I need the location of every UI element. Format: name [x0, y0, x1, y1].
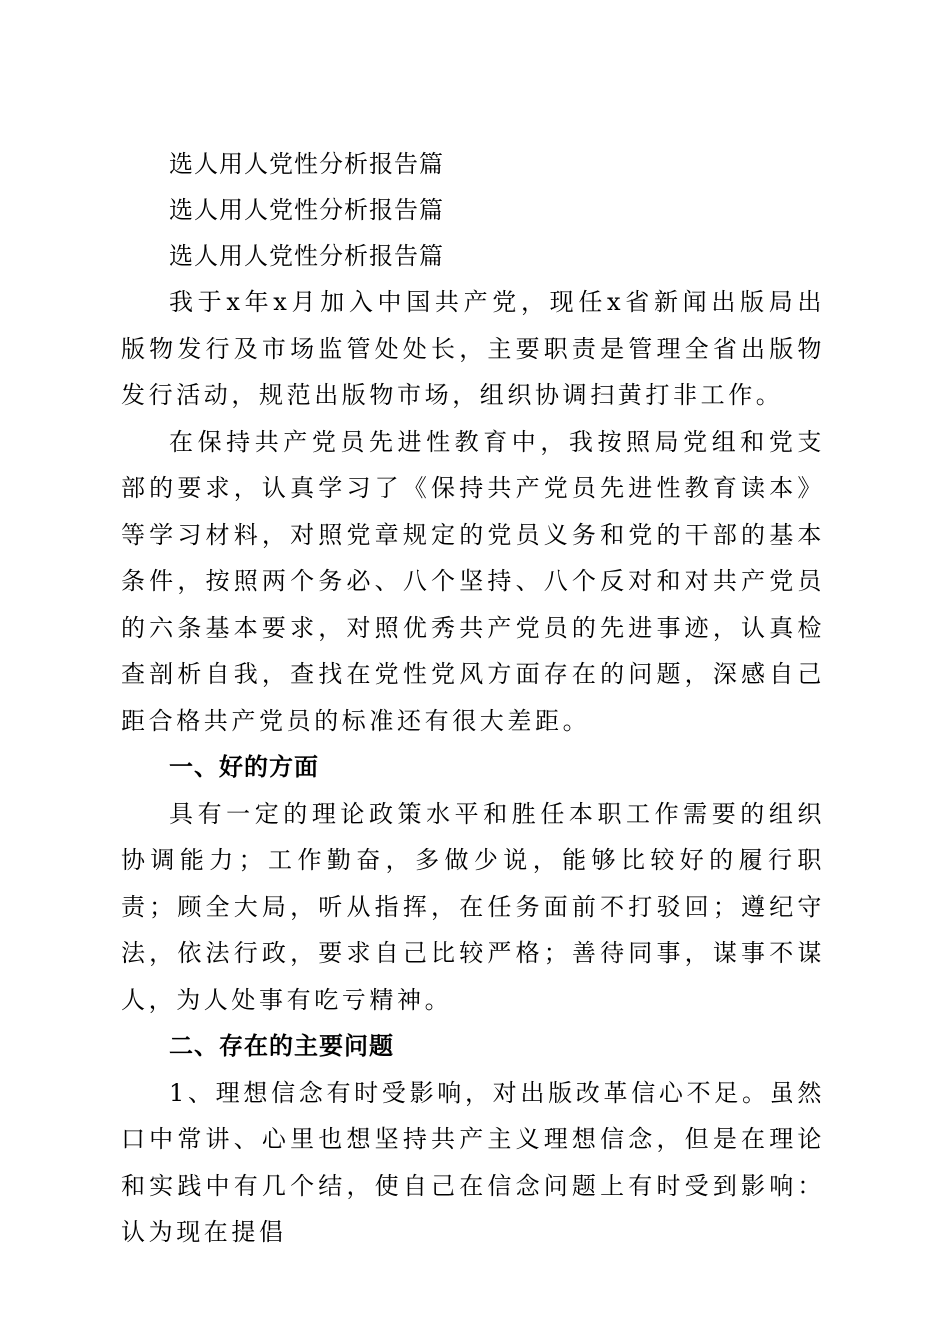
intro-paragraph-2: 在保持共产党员先进性教育中，我按照局党组和党支部的要求，认真学习了《保持共产党员先进性教育读本》等学习材料，对照党章规定的党员义务和党的干部的基本条件，按照两个务必、八个坚持、八个反对和对共产党员的六条基本要求，对照优秀共产党员的先进事迹，认真检查剖析自我，查找在党性党风方面存在的问题，深感自己距合格共产党员的标准还有很大差距。: [121, 427, 825, 735]
document-body: [121, 141, 825, 1256]
document-title-3: 选人用人党性分析报告篇: [169, 242, 444, 270]
section-heading-main-problems: 二、存在的主要问题: [169, 1032, 394, 1060]
intro-paragraph-1: 我于x年x月加入中国共产党，现任x省新闻出版局出版物发行及市场监管处处长，主要职责是管理全省出版物发行活动，规范出版物市场，组织协调扫黄打非工作。: [121, 288, 825, 409]
section-paragraph-good-aspects: 具有一定的理论政策水平和胜任本职工作需要的组织协调能力；工作勤奋，多做少说，能够比较好的履行职责；顾全大局，听从指挥，在任务面前不打驳回；遵纪守法，依法行政，要求自己比较严格；善待同事，谋事不谋人，为人处事有吃亏精神。: [121, 799, 825, 1014]
section-paragraph-main-problems: 1、理想信念有时受影响，对出版改革信心不足。虽然口中常讲、心里也想坚持共产主义理想信念，但是在理论和实践中有几个结，使自己在信念问题上有时受到影响：认为现在提倡: [121, 1078, 825, 1246]
document-title-1: 选人用人党性分析报告篇: [169, 150, 444, 178]
section-heading-good-aspects: 一、好的方面: [169, 753, 319, 781]
document-title-2: 选人用人党性分析报告篇: [169, 196, 444, 224]
